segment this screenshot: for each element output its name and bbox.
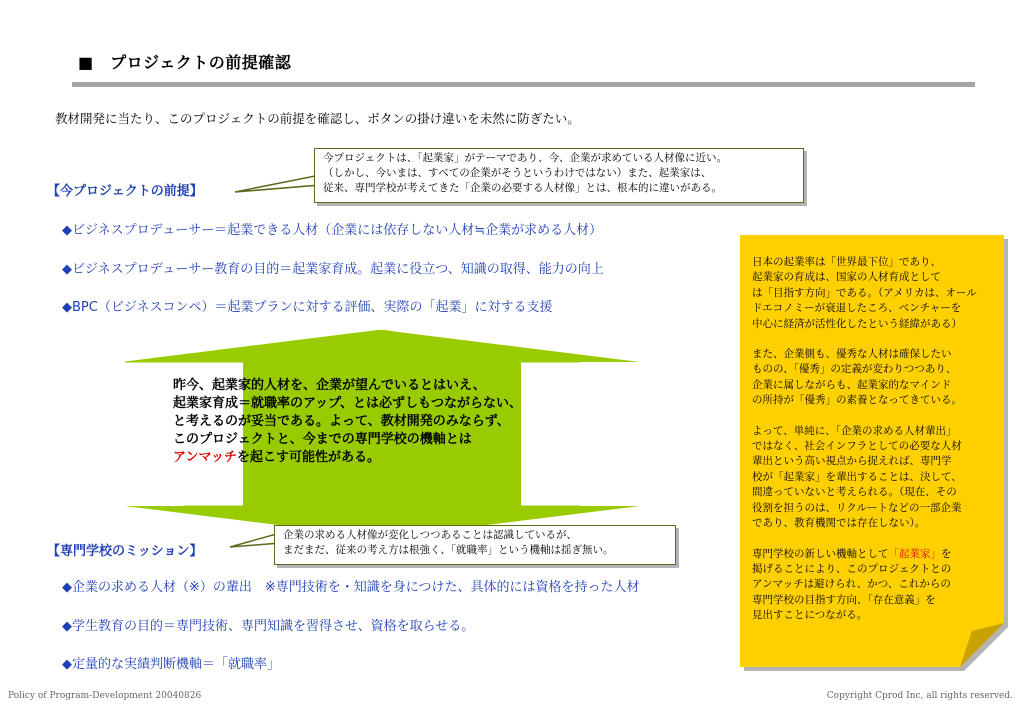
list-item: ◆企業の求める人材（※）の輩出 ※専門技術を・知識を身につけた、具体的には資格を持った人材	[62, 580, 640, 595]
callout-line: 従来、専門学校が考えてきた「企業の必要する人材像」とは、根本的に違いがある。	[323, 182, 722, 194]
callout-line: （しかし、今いまは、すべての企業がそうというわけではない）また、起業家は、	[323, 167, 712, 179]
page-title: ■ プロジェクトの前提確認	[78, 53, 292, 72]
arrow-line: と考えるのが妥当である。よって、教材開発のみならず、	[173, 414, 510, 429]
arrow-line: 起業家育成＝就職率のアップ、とは必ずしもつながらない、	[173, 396, 523, 411]
list-item: ◆BPC（ビジネスコンペ）＝起業プランに対する評価、実際の「起業」に対する支援	[62, 300, 553, 315]
callout-pointer	[225, 150, 325, 200]
section-heading-school-mission: 【専門学校のミッション】	[47, 544, 203, 559]
arrow-message	[173, 377, 522, 467]
mismatch-highlight: アンマッチ	[173, 450, 237, 465]
callout-line: 今プロジェクトは、「起業家」がテーマであり、今、企業が求めている人材像に近い。	[323, 152, 728, 164]
list-item: ◆学生教育の目的＝専門技術、専門知識を習得させ、資格を取らせる。	[62, 619, 475, 634]
callout-line: 企業の求める人材像が変化しつつあることは認識しているが、	[283, 529, 577, 541]
footer-left: Policy of Program-Development 20040826	[8, 691, 202, 701]
arrow-line: アンマッチを起こす可能性がある。	[173, 450, 380, 465]
section-heading-project-premise: 【今プロジェクトの前提】	[47, 184, 203, 199]
sticky-paragraph: よって、単純に、「企業の求める人材輩出」 ではなく、社会インフラとしての必要な人材 輩出という高い視点から捉えれば、専門学 校が「起業家」を輩出することは、決して、 間違っていないと考えられる。（現在、その 役割を担うのは、リクルートなどの一部企業 であり、教育機関では存在しない）。	[752, 424, 962, 530]
sticky-paragraph: 日本の起業率は「世界最下位」であり、 起業家の育成は、国家の人材育成として は「目指す方向」である。（アメリカは、オール ドエコノミーが衰退したころ、ベンチャーを 中心に経済が活性化したという経緯がある）	[752, 256, 977, 330]
list-item: ◆定量的な実績判断機軸＝「就職率」	[62, 657, 280, 672]
footer-copyright: Copyright Cprod Inc, all rights reserved.	[826, 691, 1013, 701]
sticky-note-text	[752, 255, 997, 639]
list-item: ◆ビジネスプロデューサー教育の目的＝起業家育成。起業に役立つ、知識の取得、能力の向上	[62, 262, 604, 277]
callout-line: まだまだ、従来の考え方は根強く、「就職率」という機軸は揺ぎ無い。	[283, 544, 614, 556]
list-item: ◆ビジネスプロデューサー＝起業できる人材（企業には依存しない人材≒企業が求める人材）	[62, 223, 603, 238]
sticky-paragraph: また、企業側も、優秀な人材は確保したい ものの、「優秀」の定義が変わりつつあり、 企業に属しながらも、起業家的なマインド の所持が「優秀」の素養となってきている。	[752, 348, 962, 407]
arrow-line: 昨今、起業家的人材を、企業が望んでいるとはいえ、	[173, 378, 486, 393]
intro-text: 教材開発に当たり、このプロジェクトの前提を確認し、ボタンの掛け違いを未然に防ぎたい。	[55, 111, 580, 126]
callout-mission-note	[274, 525, 676, 565]
sticky-paragraph: 専門学校の新しい機軸として「起業家」を 掲げることにより、このプロジェクトとの アンマッチは避けられ、かつ、これからの 専門学校の目指す方向、「存在意義」を 見出すことにつながる。	[752, 547, 952, 622]
title-divider	[72, 82, 975, 87]
arrow-line: このプロジェクトと、今までの専門学校の機軸とは	[173, 432, 472, 447]
entrepreneur-highlight: 「起業家」	[888, 547, 941, 560]
callout-project-note	[314, 148, 804, 203]
